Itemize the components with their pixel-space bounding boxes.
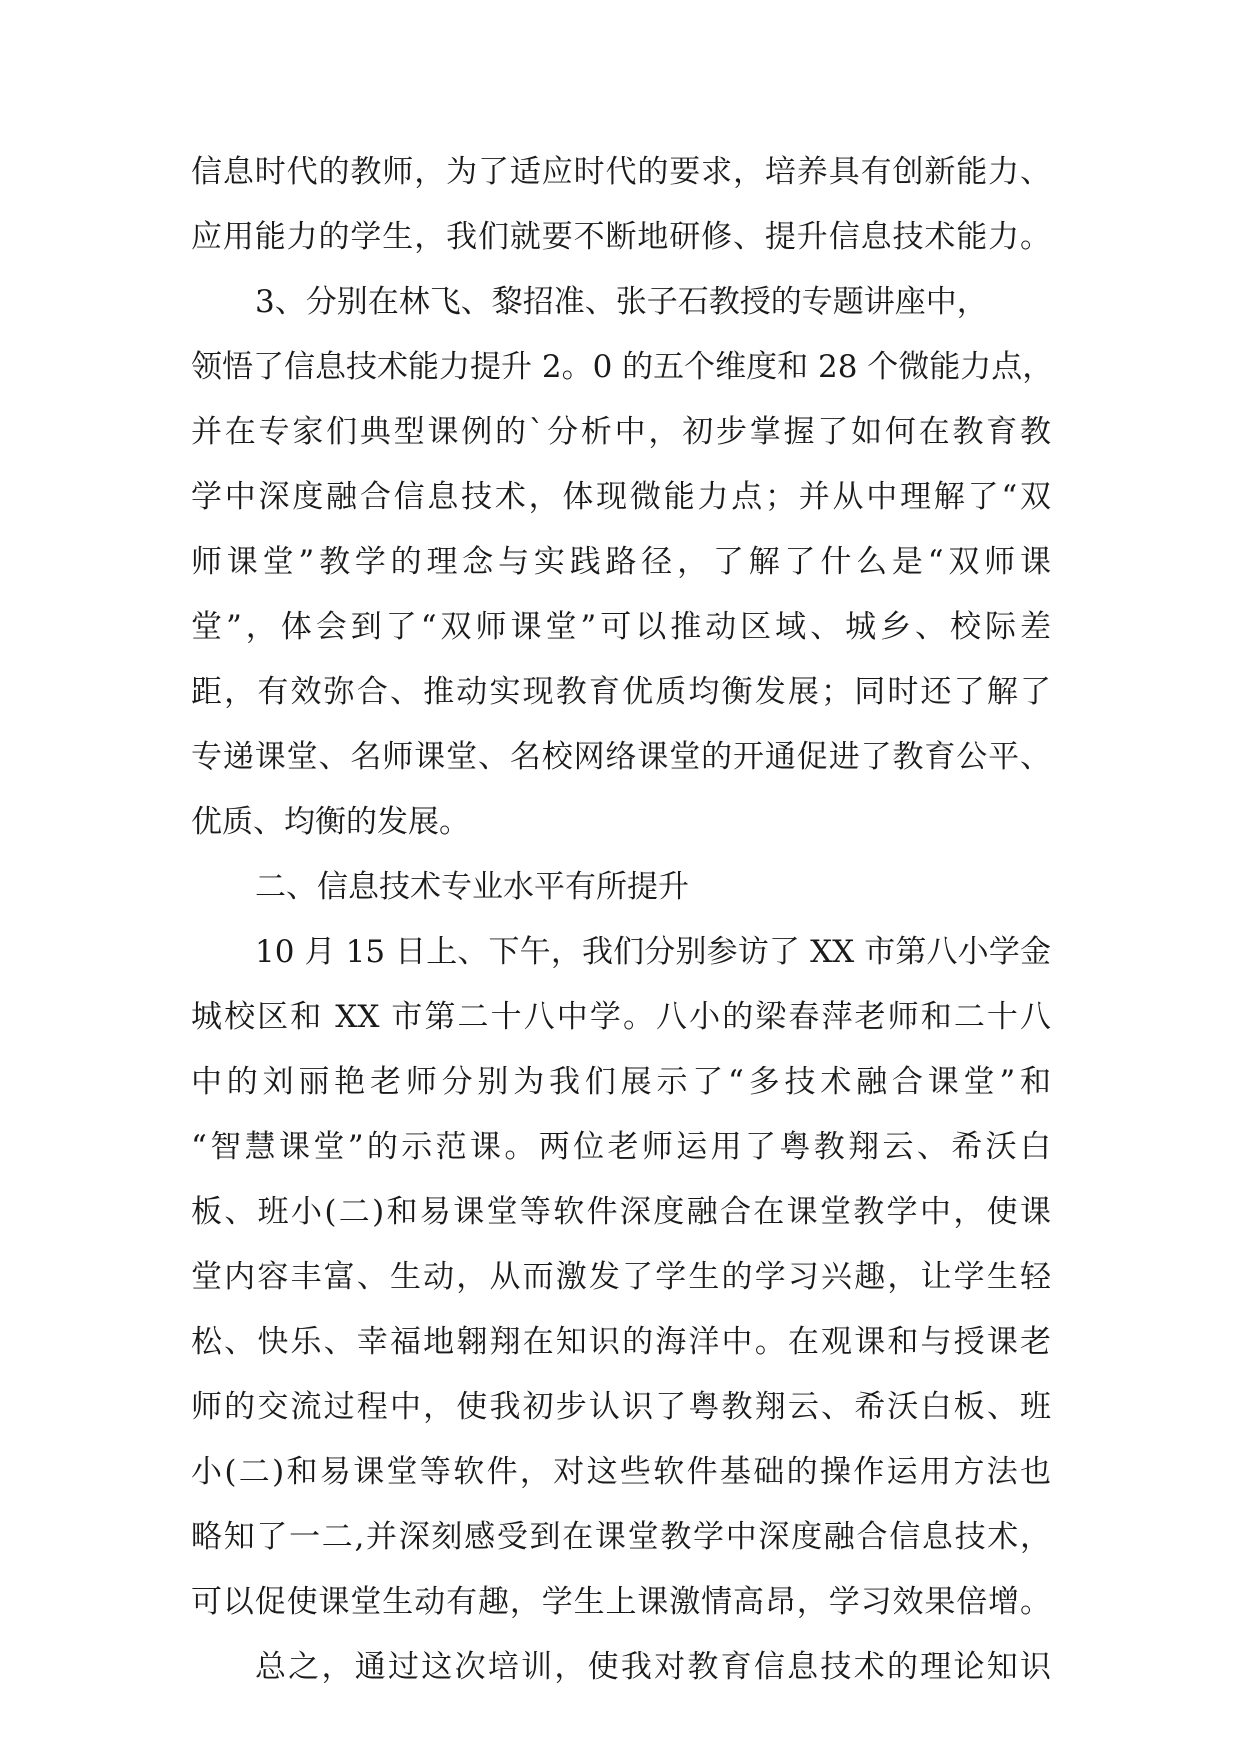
- text-line: 小(二)和易课堂等软件，对这些软件基础的操作运用方法也: [191, 1454, 1051, 1490]
- text-line: 中的刘丽艳老师分别为我们展示了“多技术融合课堂”和: [191, 1064, 1051, 1100]
- text-line: 优质、均衡的发展。: [191, 804, 470, 840]
- text-line: 并在专家们典型课例的`分析中，初步掌握了如何在教育教: [191, 414, 1051, 450]
- text-line: 信息时代的教师，为了适应时代的要求，培养具有创新能力、: [191, 154, 1051, 190]
- text-line: “智慧课堂”的示范课。两位老师运用了粤教翔云、希沃白: [191, 1129, 1051, 1165]
- text-line: 城校区和 XX 市第二十八中学。八小的梁春萍老师和二十八: [191, 999, 1051, 1035]
- text-line: 专递课堂、名师课堂、名校网络课堂的开通促进了教育公平、: [191, 739, 1051, 775]
- text-line: 总之，通过这次培训，使我对教育信息技术的理论知识: [255, 1649, 1051, 1685]
- text-line: 10 月 15 日上、下午，我们分别参访了 XX 市第八小学金: [255, 934, 1051, 970]
- text-line: 学中深度融合信息技术，体现微能力点；并从中理解了“双: [191, 479, 1051, 515]
- text-line: 堂内容丰富、生动，从而激发了学生的学习兴趣，让学生轻: [191, 1259, 1051, 1295]
- text-line: 可以促使课堂生动有趣，学生上课激情高昂，学习效果倍增。: [191, 1584, 1051, 1620]
- text-line: 略知了一二,并深刻感受到在课堂教学中深度融合信息技术，: [191, 1519, 1051, 1555]
- text-line: 应用能力的学生，我们就要不断地研修、提升信息技术能力。: [191, 219, 1051, 255]
- text-line: 板、班小(二)和易课堂等软件深度融合在课堂教学中，使课: [191, 1194, 1051, 1230]
- document-body: [191, 140, 1054, 1700]
- text-line: 师课堂”教学的理念与实践路径，了解了什么是“双师课: [191, 544, 1051, 580]
- text-line: 距，有效弥合、推动实现教育优质均衡发展；同时还了解了: [191, 674, 1051, 710]
- text-line: 师的交流过程中，使我初步认识了粤教翔云、希沃白板、班: [191, 1389, 1051, 1425]
- text-line: 松、快乐、幸福地翱翔在知识的海洋中。在观课和与授课老: [191, 1324, 1051, 1360]
- text-line: 堂”，体会到了“双师课堂”可以推动区域、城乡、校际差: [191, 609, 1051, 645]
- section-heading: 二、信息技术专业水平有所提升: [255, 869, 689, 905]
- text-line: 3、分别在林飞、黎招准、张子石教授的专题讲座中，: [255, 284, 988, 320]
- text-line: 领悟了信息技术能力提升 2。0 的五个维度和 28 个微能力点，: [191, 349, 1054, 385]
